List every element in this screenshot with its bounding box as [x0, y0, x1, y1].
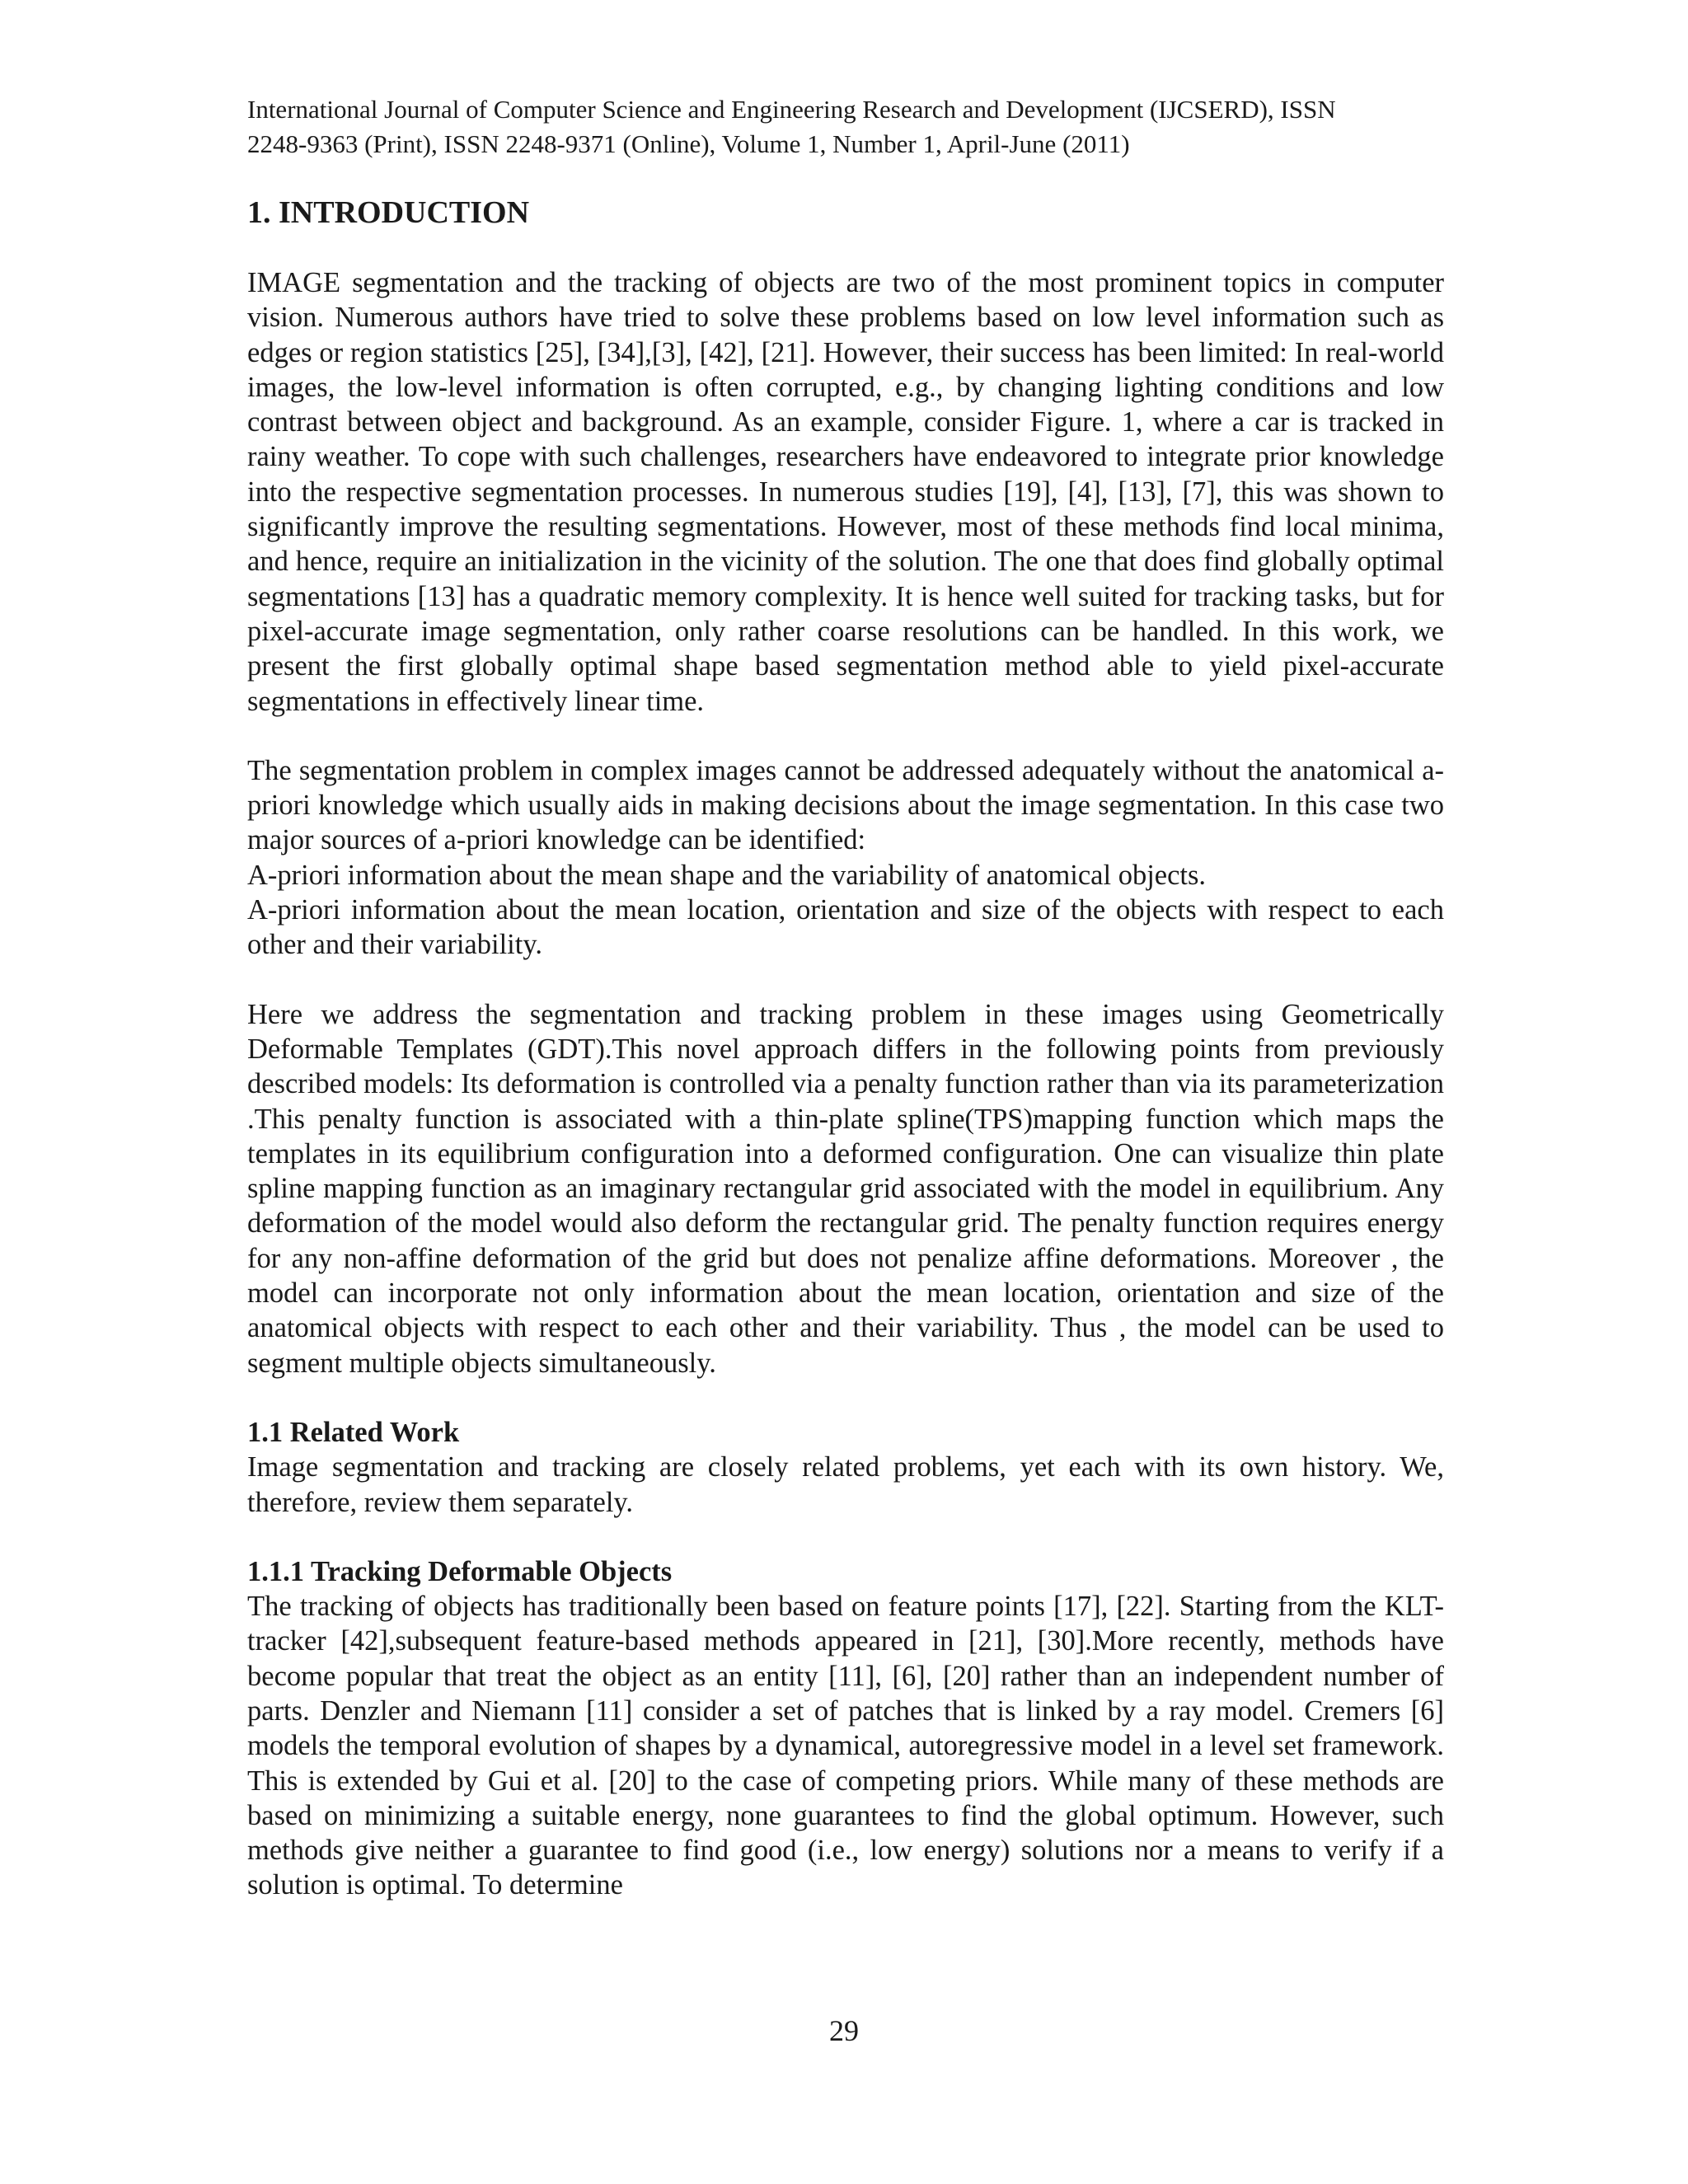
- intro-paragraph-2: The segmentation problem in complex images cannot be addressed adequately without the anatomical a-priori knowledge which usually aids in making decisions about the image segmentation. In this case two major sources of a-priori knowledge can be identified:: [247, 754, 1444, 856]
- tracking-heading: 1.1.1 Tracking Deformable Objects: [247, 1555, 673, 1587]
- paper-page: [247, 92, 1444, 1903]
- apriori-item-shape: A-priori information about the mean shape and the variability of anatomical objects.: [247, 859, 1207, 891]
- tracking-text: The tracking of objects has traditionally been based on feature points [17], [22]. Starting from the KLT-tracker [42],subsequent feature-based methods appeared in [21], [30].More recently, methods have become popular that treat the object as an entity [11], [6], [20] rather than an independent number of parts. Denzler and Niemann [11] consider a set of patches that is linked by a ray model. Cremers [6] models the temporal evolution of shapes by a dynamical, autoregressive model in a level set framework. This is extended by Gui et al. [20] to the case of competing priors. While many of these methods are based on minimizing a suitable energy, none guarantees to find the global optimum. However, such methods give neither a guarantee to find good (i.e., low energy) solutions nor a means to verify if a solution is optimal. To determine: [247, 1591, 1444, 1901]
- journal-header-line-1: International Journal of Computer Science and Engineering Research and Development (IJCSERD), ISSN: [247, 95, 1336, 124]
- intro-paragraph-3: Here we address the segmentation and tracking problem in these images using Geometrically Deformable Templates (GDT).This novel approach differs in the following points from previously described models: Its deformation is controlled via a penalty function rather than via its parameterization .This penalty function is associated with a thin-plate spline(TPS)mapping function which maps the templates in its equilibrium configuration into a deformed configuration. One can visualize thin plate spline mapping function as an imaginary rectangular grid associated with the model in equilibrium. Any deformation of the model would also deform the rectangular grid. The penalty function requires energy for any non-affine deformation of the grid but does not penalize affine deformations. Moreover , the model can incorporate not only information about the mean location, orientation and size of the anatomical objects with respect to each other and their variability. Thus , the model can be used to segment multiple objects simultaneously.: [247, 998, 1444, 1379]
- journal-header-line-2: 2248-9363 (Print), ISSN 2248-9371 (Online), Volume 1, Number 1, April-June (2011): [247, 129, 1130, 158]
- section-title: 1. INTRODUCTION: [247, 195, 530, 230]
- page-number: 29: [829, 2014, 859, 2047]
- apriori-item-location: A-priori information about the mean location, orientation and size of the objects with respect to each other and their variability.: [247, 894, 1444, 961]
- related-work-heading: 1.1 Related Work: [247, 1416, 460, 1448]
- related-work-text: Image segmentation and tracking are closely related problems, yet each with its own history. We, therefore, review them separately.: [247, 1451, 1444, 1518]
- intro-paragraph-1: IMAGE segmentation and the tracking of objects are two of the most prominent topics in computer vision. Numerous authors have tried to solve these problems based on low level information such as edges or region statistics [25], [34],[3], [42], [21]. However, their success has been limited: In real-world images, the low-level information is often corrupted, e.g., by changing lighting conditions and low contrast between object and background. As an example, consider Figure. 1, where a car is tracked in rainy weather. To cope with such challenges, researchers have endeavored to integrate prior knowledge into the respective segmentation processes. In numerous studies [19], [4], [13], [7], this was shown to significantly improve the resulting segmentations. However, most of these methods find local minima, and hence, require an initialization in the vicinity of the solution. The one that does find globally optimal segmentations [13] has a quadratic memory complexity. It is hence well suited for tracking tasks, but for pixel-accurate image segmentation, only rather coarse resolutions can be handled. In this work, we present the first globally optimal shape based segmentation method able to yield pixel-accurate segmentations in effectively linear time.: [247, 267, 1444, 717]
